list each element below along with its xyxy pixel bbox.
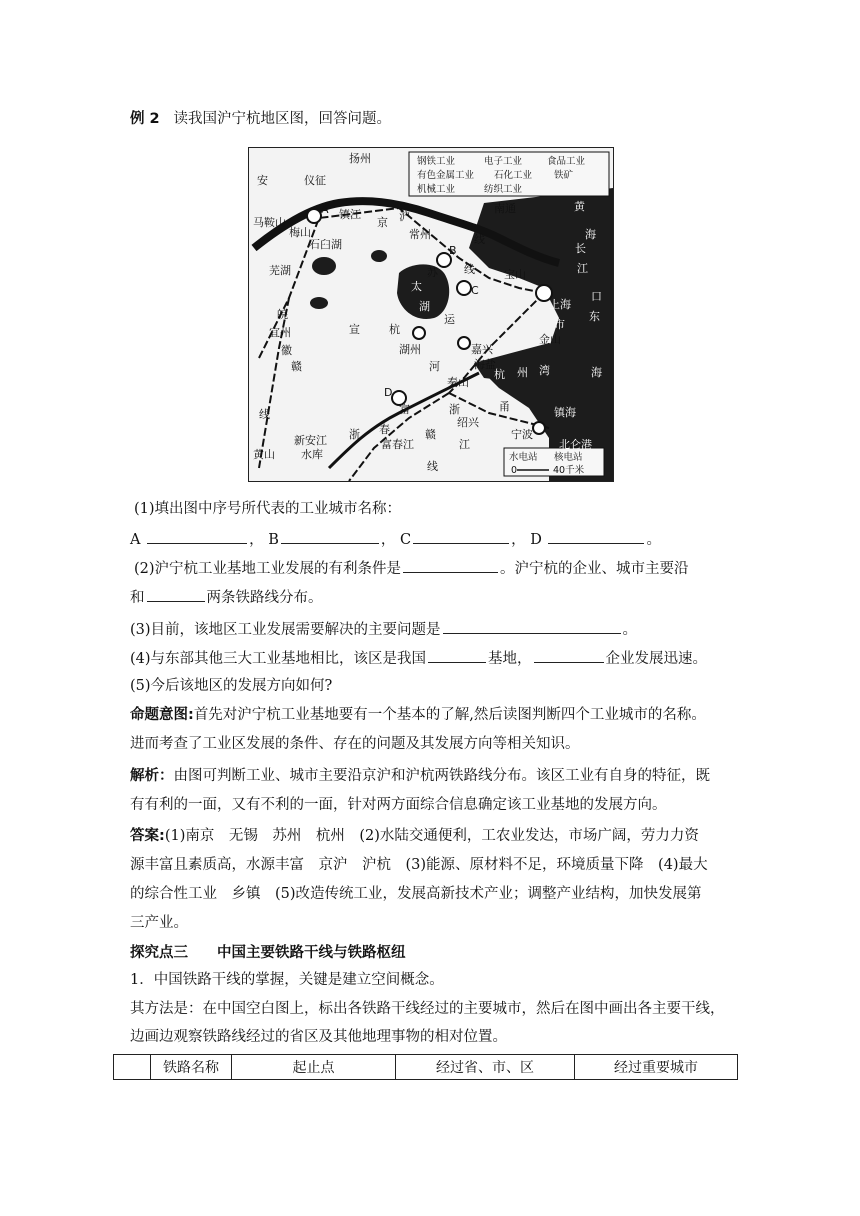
place-maanshan: 马鞍山 [253, 216, 286, 229]
hu-ning-hang-map [249, 148, 613, 481]
section3-p2: 其方法是：在中国空白图上，标出各铁路干线经过的主要城市，然后在图中画出各主要干线， [130, 1001, 725, 1017]
place-fu: 富 [399, 403, 410, 416]
place-hu2: 湖 [419, 300, 430, 313]
q2-blank2[interactable] [147, 585, 205, 602]
q1-c-label: C [399, 532, 412, 548]
place-chun: 春 [379, 423, 390, 436]
place-gan1: 赣 [291, 360, 302, 373]
answer-line4 [130, 912, 188, 934]
place-wan: 皖 [277, 308, 288, 321]
q4-part3: 企业发展迅速。 [605, 651, 708, 667]
place-kou: 口 [591, 290, 602, 303]
intent-text1: 首先对沪宁杭工业基地要有一个基本的了解,然后读图判断四个工业城市的名称。 [193, 707, 706, 723]
place-xian1: 线 [464, 263, 475, 276]
q1-d-label: D [530, 532, 542, 548]
answer-line2 [130, 854, 708, 876]
section3-title: 探究点三 中国主要铁路干线与铁路枢纽 [130, 945, 406, 961]
place-shaoxing: 绍兴 [457, 416, 479, 429]
q1-blanks: A ， B ， C ， D 。 [130, 527, 661, 551]
q1-c-blank[interactable] [413, 527, 509, 544]
label-a: A [321, 203, 329, 216]
answer-line1 [130, 825, 699, 847]
analysis-text2: 有有利的一面，又有不利的一面，针对两方面综合信息确定该工业基地的发展方向。 [130, 797, 667, 813]
q1-line [134, 498, 401, 520]
railway-table [113, 1054, 738, 1080]
legend-item-electronics: 电子工业 [484, 156, 523, 167]
q2-part2: 。沪宁杭的企业、城市主要沿 [500, 561, 689, 577]
place-meishan: 梅山 [289, 226, 311, 239]
place-zhenjiang: 镇江 [339, 208, 361, 221]
place-shuiku: 水库 [301, 448, 323, 461]
jiaxing-marker [458, 337, 470, 349]
legend-item-machinery: 机械工业 [417, 184, 456, 195]
label-d: D [384, 386, 393, 399]
place-hang1: 杭 [389, 323, 400, 336]
q2-blank1[interactable] [403, 556, 498, 573]
place-huangshan: 黄山 [253, 448, 275, 461]
intent-line2 [130, 733, 580, 755]
map-figure [248, 147, 614, 482]
ningbo-marker [533, 422, 545, 434]
place-hui: 徽 [281, 344, 292, 357]
small-lake [310, 297, 328, 309]
q4-line [130, 646, 707, 670]
place-haiyan: 海盐 [474, 358, 496, 371]
place-xian3: 线 [427, 460, 438, 473]
place-shi: 市 [554, 318, 565, 331]
q3-end: 。 [622, 622, 638, 638]
place-xuan: 宣 [349, 323, 360, 336]
place-huzhou: 湖州 [399, 343, 421, 356]
answer-line3 [130, 883, 702, 905]
place-jiang2: 江 [459, 438, 470, 451]
place-zhou: 州 [517, 366, 528, 379]
legend-item-iron-ore: 铁矿 [554, 170, 574, 181]
example-heading [130, 108, 391, 130]
q1-b-label: B [268, 532, 279, 548]
place-beilungang: 北仑港 [559, 438, 592, 451]
intent-label: 命题意图: [130, 707, 194, 723]
place-hai1: 海 [585, 228, 596, 241]
q3-part1: (3)目前，该地区工业发展需要解决的主要问题是 [130, 622, 441, 638]
place-qinshan: 秦山 [447, 376, 469, 389]
section3-p1: 1．中国铁路干线的掌握，关键是建立空间概念。 [130, 972, 444, 988]
place-zhe2: 浙 [449, 403, 460, 416]
legend-item-nonferrous: 有色金属工业 [417, 170, 475, 181]
intent-text2: 进而考查了工业区发展的条件、存在的问题及其发展方向等相关知识。 [130, 736, 580, 752]
place-yong: 甬 [499, 400, 510, 413]
q2-line2 [130, 585, 323, 609]
q1-a-label: A [130, 532, 141, 548]
table-header-blank [114, 1055, 151, 1080]
legend-item-petrochem: 石化工业 [494, 170, 533, 181]
place-huang: 黄 [574, 200, 585, 213]
place-yizhou: 宜州 [269, 326, 291, 339]
q1-d-blank[interactable] [548, 527, 644, 544]
place-zhenhai: 镇海 [554, 406, 576, 419]
place-zhe1: 浙 [349, 428, 360, 441]
place-yizheng: 仪征 [304, 174, 326, 187]
answer-text1: (1)南京 无锡 苏州 杭州 (2)水陆交通便利，工农业发达，市场广阔，劳力力资 [164, 828, 699, 844]
table-header-provinces: 经过省、市、区 [396, 1055, 575, 1080]
wangan-railway [259, 298, 289, 468]
place-xinanjiang: 新安江 [294, 434, 327, 447]
place-hu: 沪 [399, 210, 410, 223]
q1-end: 。 [646, 532, 661, 548]
q4-part1: (4)与东部其他三大工业基地相比，该区是我国 [130, 651, 427, 667]
place-jiang1: 江 [577, 262, 588, 275]
place-shanghai: 上海 [549, 298, 571, 311]
place-jing: 京 [377, 216, 388, 229]
place-he: 河 [429, 360, 440, 373]
place-nantong: 南通 [494, 202, 516, 215]
place-gan2: 赣 [425, 428, 436, 441]
q2-part4: 两条铁路线分布。 [206, 590, 323, 606]
analysis-text1: 由图可判断工业、城市主要沿京沪和沪杭两铁路线分布。该区工业有自身的特征，既 [173, 768, 710, 784]
place-xian2: 线 [259, 408, 270, 421]
place-tai: 太 [411, 280, 422, 293]
place-su: 苏 [427, 266, 438, 279]
place-chang: 长 [575, 242, 586, 255]
label-c: C [471, 284, 479, 297]
label-b: B [449, 244, 457, 257]
table-header-row [114, 1055, 738, 1080]
q3-line [130, 617, 637, 641]
place-jiaxing: 嘉兴 [471, 343, 493, 356]
q3-blank[interactable] [443, 617, 621, 634]
place-baoshan: 宝山 [504, 268, 526, 281]
analysis-line2 [130, 794, 667, 816]
legend-item-textile: 纺织工业 [484, 184, 523, 195]
place-yangzhou: 扬州 [349, 152, 371, 165]
q1-a-blank[interactable] [147, 527, 247, 544]
place-ningbo: 宁波 [511, 428, 533, 441]
place-jinshan: 金山 [539, 333, 561, 346]
analysis-label: 解析： [130, 768, 174, 784]
analysis-line1 [130, 765, 710, 787]
q5-line [130, 675, 332, 697]
place-wan2: 湾 [539, 364, 550, 377]
table-header-endpoints: 起止点 [232, 1055, 396, 1080]
scale-zero: 0 [511, 465, 518, 476]
city-a-marker [307, 209, 321, 223]
q2-part3: 和 [130, 590, 145, 606]
place-fuchunjiang: 富春江 [381, 438, 414, 451]
table-header-name: 铁路名称 [151, 1055, 232, 1080]
city-c-marker [457, 281, 471, 295]
q4-blank1[interactable] [428, 646, 486, 663]
q5-text: (5)今后该地区的发展方向如何? [130, 678, 333, 694]
q2-part1: (2)沪宁杭工业基地工业发展的有利条件是 [134, 561, 402, 577]
answer-text3: 的综合性工业 乡镇 (5)改造传统工业，发展高新技术产业；调整产业结构，加快发展第 [130, 886, 702, 902]
intent-line1 [130, 704, 706, 726]
answer-text4: 三产业。 [130, 915, 188, 931]
q1-text: (1)填出图中序号所代表的工业城市名称： [134, 501, 402, 517]
answer-label: 答案: [130, 828, 165, 844]
place-hang2: 杭 [494, 368, 505, 381]
table-header-cities: 经过重要城市 [575, 1055, 738, 1080]
small-legend-nuclear: 核电站 [554, 452, 583, 463]
place-yun: 运 [444, 313, 455, 326]
section3-p3: 边画边观察铁路线经过的省区及其他地理事物的相对位置。 [130, 1029, 507, 1045]
q1-b-blank[interactable] [281, 527, 379, 544]
place-an: 安 [257, 174, 268, 187]
place-changzhou: 常州 [409, 228, 431, 241]
q4-blank2[interactable] [534, 646, 604, 663]
gucheng-lake [371, 250, 387, 262]
place-shijiuhu: 石臼湖 [309, 238, 342, 251]
q4-part2: 基地， [488, 651, 532, 667]
example-label: 例 2 [130, 111, 160, 127]
place-hai2: 海 [591, 366, 602, 379]
shijiu-lake [312, 257, 336, 275]
small-legend-hydro: 水电站 [509, 452, 538, 463]
place-wuhu: 芜湖 [269, 264, 291, 277]
legend-item-food: 食品工业 [547, 156, 586, 167]
place-xian4: 线 [474, 233, 485, 246]
answer-text2: 源丰富且素质高，水源丰富 京沪 沪杭 (3)能源、原材料不足，环境质量下降 (4)最大 [130, 857, 708, 873]
legend-item-steel: 钢铁工业 [417, 156, 456, 167]
huzhou-marker [413, 327, 425, 339]
example-prompt: 读我国沪宁杭地区图，回答问题。 [173, 111, 391, 127]
q2-line1 [134, 556, 689, 580]
place-dong: 东 [589, 310, 600, 323]
scale-text: 40千米 [553, 465, 585, 476]
